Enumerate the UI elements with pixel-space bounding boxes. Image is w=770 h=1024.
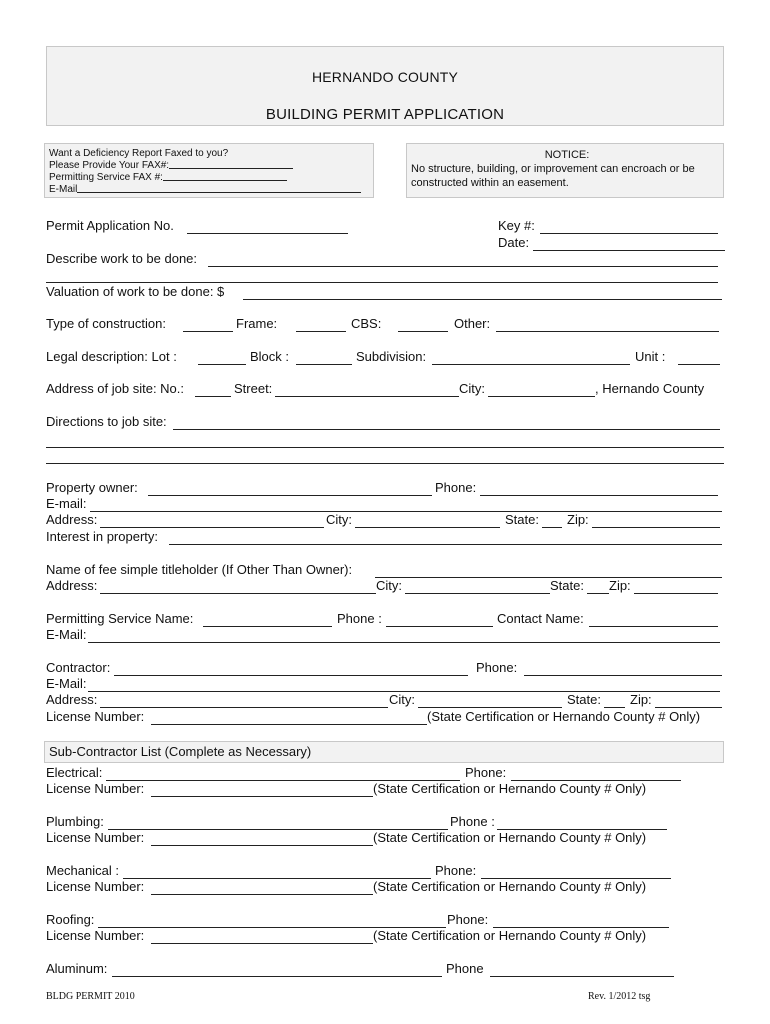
electrical-field[interactable]: [106, 765, 460, 781]
owner-email-label: E-mail:: [46, 496, 87, 511]
contractor-zip-label: Zip:: [630, 692, 652, 707]
contact-name-field[interactable]: [589, 611, 718, 627]
job-city-field[interactable]: [488, 381, 595, 397]
permit-number-label: Permit Application No.: [46, 218, 174, 233]
plumbing-phone-label: Phone :: [450, 814, 495, 829]
directions-field[interactable]: [173, 414, 720, 430]
owner-phone-field[interactable]: [480, 480, 718, 496]
mechanical-label: Mechanical :: [46, 863, 119, 878]
contractor-email-label: E-Mail:: [46, 676, 87, 691]
service-email-field[interactable]: [88, 627, 720, 643]
cbs-field[interactable]: [398, 316, 448, 332]
aluminum-phone-label: Phone: [446, 961, 484, 976]
contractor-license-note: (State Certification or Hernando County # Only): [427, 709, 701, 724]
titleholder-city-field[interactable]: [405, 578, 550, 594]
directions-line-3[interactable]: [46, 462, 724, 464]
permitting-service-field[interactable]: [203, 611, 332, 627]
construction-type-field[interactable]: [183, 316, 233, 332]
electrical-phone-field[interactable]: [511, 765, 681, 781]
unit-field[interactable]: [678, 349, 720, 365]
roofing-phone-label: Phone:: [447, 912, 489, 927]
aluminum-phone-field[interactable]: [490, 961, 674, 977]
legal-lot-label: Legal description: Lot :: [46, 349, 177, 364]
subdivision-label: Subdivision:: [356, 349, 427, 364]
titleholder-address-label: Address:: [46, 578, 98, 593]
date-field[interactable]: [533, 235, 725, 251]
contractor-state-label: State:: [567, 692, 601, 707]
mechanical-phone-field[interactable]: [481, 863, 671, 879]
aluminum-field[interactable]: [112, 961, 442, 977]
service-phone-field[interactable]: [386, 611, 493, 627]
unit-label: Unit :: [635, 349, 666, 364]
roofing-license-note: (State Certification or Hernando County # Only): [373, 928, 647, 943]
roofing-field[interactable]: [98, 912, 446, 928]
titleholder-state-field[interactable]: [587, 578, 609, 594]
contractor-city-label: City:: [389, 692, 415, 707]
service-email-label: E-Mail:: [46, 627, 87, 642]
owner-email-field[interactable]: [90, 496, 722, 512]
roofing-phone-field[interactable]: [493, 912, 669, 928]
property-owner-label: Property owner:: [46, 480, 138, 495]
service-phone-label: Phone :: [337, 611, 382, 626]
frame-field[interactable]: [296, 316, 346, 332]
roofing-license-field[interactable]: [151, 928, 373, 944]
plumbing-license-label: License Number:: [46, 830, 145, 845]
form-header: [46, 46, 724, 126]
roofing-license-label: License Number:: [46, 928, 145, 943]
titleholder-city-label: City:: [376, 578, 402, 593]
frame-label: Frame:: [236, 316, 278, 331]
contractor-email-field[interactable]: [88, 676, 720, 692]
date-label: Date:: [498, 235, 530, 250]
notice-title: NOTICE:: [544, 149, 590, 161]
fax-email-label: E-Mail: [49, 184, 78, 195]
job-number-label: Address of job site: No.:: [46, 381, 185, 396]
contractor-phone-label: Phone:: [476, 660, 518, 675]
plumbing-phone-field[interactable]: [497, 814, 667, 830]
contractor-phone-field[interactable]: [524, 660, 722, 676]
key-field[interactable]: [540, 218, 718, 234]
valuation-label: Valuation of work to be done: $: [46, 284, 225, 299]
owner-phone-label: Phone:: [435, 480, 477, 495]
form-title: BUILDING PERMIT APPLICATION: [265, 106, 505, 123]
titleholder-address-field[interactable]: [100, 578, 376, 594]
footer-revision: Rev. 1/2012 tsg: [588, 991, 651, 1002]
owner-address-label: Address:: [46, 512, 98, 527]
fax-question: Want a Deficiency Report Faxed to you?: [49, 148, 229, 159]
footer-form-id: BLDG PERMIT 2010: [46, 991, 135, 1002]
titleholder-state-label: State:: [550, 578, 584, 593]
plumbing-label: Plumbing:: [46, 814, 104, 829]
other-label: Other:: [454, 316, 491, 331]
contractor-zip-field[interactable]: [655, 692, 722, 708]
electrical-label: Electrical:: [46, 765, 103, 780]
owner-state-label: State:: [505, 512, 539, 527]
owner-address-field[interactable]: [100, 512, 324, 528]
mechanical-phone-label: Phone:: [435, 863, 477, 878]
roofing-label: Roofing:: [46, 912, 95, 927]
describe-label: Describe work to be done:: [46, 251, 198, 266]
directions-label: Directions to job site:: [46, 414, 167, 429]
permitting-service-label: Permitting Service Name:: [46, 611, 194, 626]
titleholder-zip-label: Zip:: [609, 578, 631, 593]
notice-box: [406, 143, 724, 198]
contractor-address-field[interactable]: [100, 692, 388, 708]
property-owner-field[interactable]: [148, 480, 432, 496]
construction-type-label: Type of construction:: [46, 316, 166, 331]
contractor-state-field[interactable]: [604, 692, 625, 708]
other-field[interactable]: [496, 316, 719, 332]
contractor-license-label: License Number:: [46, 709, 145, 724]
plumbing-field[interactable]: [108, 814, 448, 830]
electrical-license-label: License Number:: [46, 781, 145, 796]
subdivision-field[interactable]: [432, 349, 630, 365]
directions-line-2[interactable]: [46, 446, 724, 448]
fax-request-box: [44, 143, 374, 198]
street-label: Street:: [234, 381, 273, 396]
cbs-label: CBS:: [351, 316, 382, 331]
contractor-field[interactable]: [114, 660, 468, 676]
interest-label: Interest in property:: [46, 529, 158, 544]
titleholder-field[interactable]: [375, 562, 722, 578]
owner-city-label: City:: [326, 512, 352, 527]
notice-line-2: constructed within an easement.: [411, 177, 569, 189]
county-name: HERNANDO COUNTY: [311, 69, 459, 85]
job-number-field[interactable]: [195, 381, 231, 397]
describe-field[interactable]: [208, 251, 718, 267]
contractor-license-field[interactable]: [151, 709, 427, 725]
electrical-phone-label: Phone:: [465, 765, 507, 780]
mechanical-license-note: (State Certification or Hernando County # Only): [373, 879, 647, 894]
service-fax-label: Permitting Service FAX #:: [49, 172, 163, 183]
aluminum-label: Aluminum:: [46, 961, 108, 976]
block-label: Block :: [250, 349, 290, 364]
owner-city-field[interactable]: [355, 512, 500, 528]
contractor-label: Contractor:: [46, 660, 111, 675]
street-field[interactable]: [275, 381, 459, 397]
valuation-field[interactable]: [243, 284, 722, 300]
notice-line-1: No structure, building, or improvement can encroach or be: [411, 163, 695, 175]
lot-field[interactable]: [198, 349, 246, 365]
mechanical-license-label: License Number:: [46, 879, 145, 894]
job-city-label: City:: [459, 381, 485, 396]
owner-zip-field[interactable]: [592, 512, 720, 528]
plumbing-license-note: (State Certification or Hernando County # Only): [373, 830, 647, 845]
owner-state-field[interactable]: [542, 512, 562, 528]
titleholder-zip-field[interactable]: [634, 578, 718, 594]
electrical-license-note: (State Certification or Hernando County # Only): [373, 781, 647, 796]
electrical-license-field[interactable]: [151, 781, 373, 797]
hernando-county-suffix: , Hernando County: [595, 381, 705, 396]
titleholder-label: Name of fee simple titleholder (If Other Than Owner):: [46, 562, 353, 577]
fax-number-label: Please Provide Your FAX#:: [49, 160, 170, 171]
fax-email-field[interactable]: [77, 192, 361, 193]
contractor-city-field[interactable]: [418, 692, 562, 708]
permit-number-field[interactable]: [187, 218, 348, 234]
fax-number-field[interactable]: [169, 168, 293, 169]
service-fax-field[interactable]: [163, 180, 287, 181]
contractor-address-label: Address:: [46, 692, 98, 707]
owner-zip-label: Zip:: [567, 512, 589, 527]
subcontractor-list-header: Sub-Contractor List (Complete as Necessary): [44, 741, 724, 763]
contact-name-label: Contact Name:: [497, 611, 584, 626]
mechanical-field[interactable]: [123, 863, 431, 879]
key-label: Key #:: [498, 218, 535, 233]
mechanical-license-field[interactable]: [151, 879, 373, 895]
interest-field[interactable]: [169, 529, 722, 545]
block-field[interactable]: [296, 349, 352, 365]
describe-line-2[interactable]: [46, 281, 718, 283]
plumbing-license-field[interactable]: [151, 830, 373, 846]
